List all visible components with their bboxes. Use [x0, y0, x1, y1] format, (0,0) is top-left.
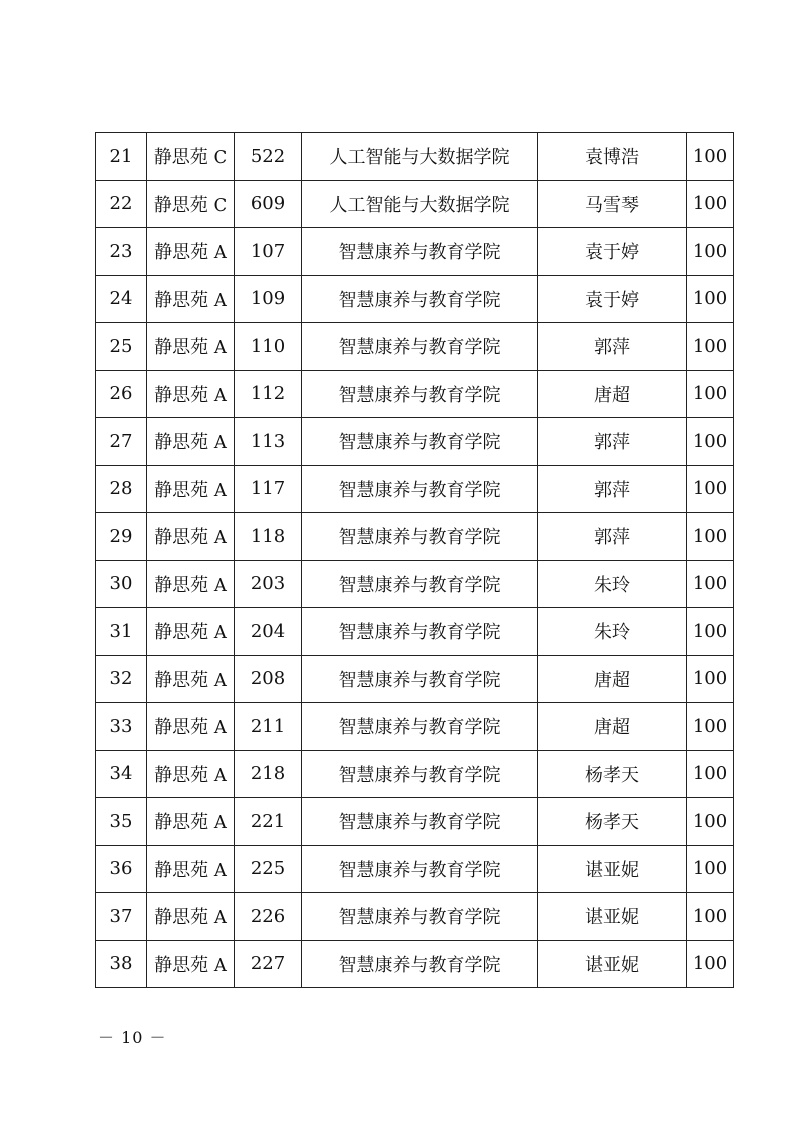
building-cell: 静思苑 C	[147, 180, 235, 228]
college-cell: 智慧康养与教育学院	[302, 418, 538, 466]
person-name-cell: 谌亚妮	[538, 940, 687, 988]
person-name-cell: 唐超	[538, 655, 687, 703]
table-row	[96, 133, 734, 181]
college-cell: 智慧康养与教育学院	[302, 323, 538, 371]
room-number-cell: 211	[235, 703, 302, 751]
building-cell: 静思苑 A	[147, 893, 235, 941]
college-cell: 智慧康养与教育学院	[302, 893, 538, 941]
college-cell: 智慧康养与教育学院	[302, 703, 538, 751]
table-row	[96, 703, 734, 751]
table-row	[96, 560, 734, 608]
table-row	[96, 940, 734, 988]
building-cell: 静思苑 A	[147, 940, 235, 988]
row-number-cell: 23	[96, 228, 147, 276]
college-cell: 智慧康养与教育学院	[302, 560, 538, 608]
room-number-cell: 208	[235, 655, 302, 703]
row-number-cell: 21	[96, 133, 147, 181]
building-cell: 静思苑 C	[147, 133, 235, 181]
building-cell: 静思苑 A	[147, 418, 235, 466]
page-number: － 10 －	[98, 1028, 167, 1047]
college-cell: 智慧康养与教育学院	[302, 845, 538, 893]
score-cell: 100	[687, 370, 734, 418]
row-number-cell: 24	[96, 275, 147, 323]
row-number-cell: 29	[96, 513, 147, 561]
person-name-cell: 马雪琴	[538, 180, 687, 228]
person-name-cell: 朱玲	[538, 560, 687, 608]
building-cell: 静思苑 A	[147, 798, 235, 846]
room-number-cell: 112	[235, 370, 302, 418]
table-row	[96, 798, 734, 846]
college-cell: 智慧康养与教育学院	[302, 465, 538, 513]
college-cell: 智慧康养与教育学院	[302, 750, 538, 798]
building-cell: 静思苑 A	[147, 703, 235, 751]
person-name-cell: 郭萍	[538, 418, 687, 466]
room-number-cell: 609	[235, 180, 302, 228]
room-number-cell: 204	[235, 608, 302, 656]
person-name-cell: 唐超	[538, 370, 687, 418]
table-row	[96, 845, 734, 893]
score-cell: 100	[687, 893, 734, 941]
score-cell: 100	[687, 228, 734, 276]
college-cell: 智慧康养与教育学院	[302, 940, 538, 988]
person-name-cell: 袁于婷	[538, 275, 687, 323]
table-row	[96, 465, 734, 513]
college-cell: 智慧康养与教育学院	[302, 228, 538, 276]
score-cell: 100	[687, 798, 734, 846]
person-name-cell: 唐超	[538, 703, 687, 751]
dormitory-score-table	[95, 132, 734, 988]
college-cell: 智慧康养与教育学院	[302, 608, 538, 656]
room-number-cell: 221	[235, 798, 302, 846]
person-name-cell: 朱玲	[538, 608, 687, 656]
row-number-cell: 33	[96, 703, 147, 751]
row-number-cell: 35	[96, 798, 147, 846]
room-number-cell: 203	[235, 560, 302, 608]
score-cell: 100	[687, 275, 734, 323]
row-number-cell: 28	[96, 465, 147, 513]
table-row	[96, 180, 734, 228]
row-number-cell: 37	[96, 893, 147, 941]
score-cell: 100	[687, 465, 734, 513]
person-name-cell: 郭萍	[538, 323, 687, 371]
table-body	[96, 133, 734, 988]
room-number-cell: 225	[235, 845, 302, 893]
college-cell: 智慧康养与教育学院	[302, 370, 538, 418]
building-cell: 静思苑 A	[147, 513, 235, 561]
row-number-cell: 36	[96, 845, 147, 893]
college-cell: 人工智能与大数据学院	[302, 180, 538, 228]
room-number-cell: 110	[235, 323, 302, 371]
row-number-cell: 31	[96, 608, 147, 656]
college-cell: 智慧康养与教育学院	[302, 275, 538, 323]
room-number-cell: 113	[235, 418, 302, 466]
score-cell: 100	[687, 418, 734, 466]
college-cell: 智慧康养与教育学院	[302, 655, 538, 703]
building-cell: 静思苑 A	[147, 370, 235, 418]
room-number-cell: 218	[235, 750, 302, 798]
score-cell: 100	[687, 845, 734, 893]
score-cell: 100	[687, 180, 734, 228]
score-cell: 100	[687, 750, 734, 798]
row-number-cell: 38	[96, 940, 147, 988]
score-cell: 100	[687, 655, 734, 703]
person-name-cell: 谌亚妮	[538, 893, 687, 941]
table-row	[96, 893, 734, 941]
score-cell: 100	[687, 323, 734, 371]
building-cell: 静思苑 A	[147, 560, 235, 608]
room-number-cell: 227	[235, 940, 302, 988]
row-number-cell: 34	[96, 750, 147, 798]
row-number-cell: 22	[96, 180, 147, 228]
person-name-cell: 袁于婷	[538, 228, 687, 276]
score-cell: 100	[687, 940, 734, 988]
room-number-cell: 522	[235, 133, 302, 181]
row-number-cell: 27	[96, 418, 147, 466]
building-cell: 静思苑 A	[147, 228, 235, 276]
table-row	[96, 275, 734, 323]
score-cell: 100	[687, 513, 734, 561]
room-number-cell: 117	[235, 465, 302, 513]
room-number-cell: 226	[235, 893, 302, 941]
score-cell: 100	[687, 608, 734, 656]
table-row	[96, 750, 734, 798]
table-row	[96, 608, 734, 656]
score-cell: 100	[687, 560, 734, 608]
score-cell: 100	[687, 133, 734, 181]
row-number-cell: 25	[96, 323, 147, 371]
building-cell: 静思苑 A	[147, 655, 235, 703]
room-number-cell: 118	[235, 513, 302, 561]
table-row	[96, 418, 734, 466]
table-row	[96, 655, 734, 703]
college-cell: 智慧康养与教育学院	[302, 513, 538, 561]
person-name-cell: 杨孝天	[538, 798, 687, 846]
person-name-cell: 郭萍	[538, 513, 687, 561]
building-cell: 静思苑 A	[147, 750, 235, 798]
person-name-cell: 杨孝天	[538, 750, 687, 798]
person-name-cell: 郭萍	[538, 465, 687, 513]
building-cell: 静思苑 A	[147, 275, 235, 323]
building-cell: 静思苑 A	[147, 465, 235, 513]
row-number-cell: 32	[96, 655, 147, 703]
row-number-cell: 26	[96, 370, 147, 418]
table-row	[96, 513, 734, 561]
room-number-cell: 107	[235, 228, 302, 276]
building-cell: 静思苑 A	[147, 608, 235, 656]
table-row	[96, 228, 734, 276]
building-cell: 静思苑 A	[147, 323, 235, 371]
table-row	[96, 323, 734, 371]
room-number-cell: 109	[235, 275, 302, 323]
person-name-cell: 袁博浩	[538, 133, 687, 181]
table-row	[96, 370, 734, 418]
score-cell: 100	[687, 703, 734, 751]
row-number-cell: 30	[96, 560, 147, 608]
person-name-cell: 谌亚妮	[538, 845, 687, 893]
college-cell: 人工智能与大数据学院	[302, 133, 538, 181]
college-cell: 智慧康养与教育学院	[302, 798, 538, 846]
building-cell: 静思苑 A	[147, 845, 235, 893]
